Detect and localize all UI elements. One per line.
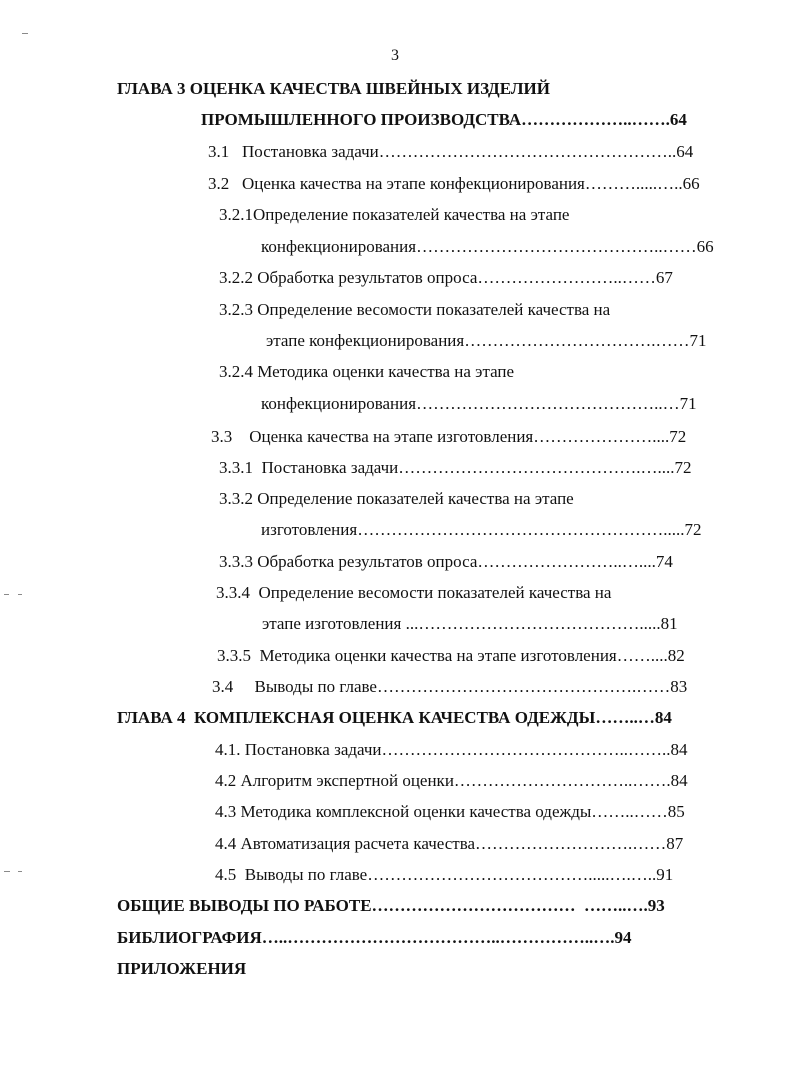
toc-entry-3-2-3: 3.2.3 Определение весомости показателей качества на: [219, 300, 611, 319]
toc-entry-3-2-3-cont: этапе конфекционирования…………………………….……71: [266, 331, 707, 350]
toc-entry-4-5: 4.5 Выводы по главе………………………………….....….…..91: [215, 865, 674, 884]
toc-entry-3-2-4-cont: конфекционирования……………………………………..…71: [261, 394, 697, 413]
toc-entry-3-2-1: 3.2.1Определение показателей качества на этапе: [219, 205, 570, 224]
appendices-entry: ПРИЛОЖЕНИЯ: [117, 959, 247, 978]
general-conclusions-entry: ОБЩИЕ ВЫВОДЫ ПО РАБОТЕ……………………………… ……..….93: [117, 896, 665, 915]
scan-speck: [18, 594, 22, 595]
scan-speck: [4, 871, 10, 872]
scan-speck: [22, 33, 28, 34]
toc-entry-3-3-3: 3.3.3 Обработка результатов опроса……………………..…....74: [219, 552, 673, 571]
toc-entry-4-2: 4.2 Алгоритм экспертной оценки…………………………..…….84: [215, 771, 688, 790]
chapter3-title-line2: ПРОМЫШЛЕННОГО ПРОИЗВОДСТВА………………..…….64: [201, 110, 687, 129]
toc-entry-3-2-2: 3.2.2 Обработка результатов опроса……………………..……67: [219, 268, 673, 287]
toc-entry-3-3-5: 3.3.5 Методика оценки качества на этапе изготовления……....82: [217, 646, 685, 665]
toc-entry-3-3-1: 3.3.1 Постановка задачи…………………………………….…....72: [219, 458, 692, 477]
page-number: 3: [391, 47, 399, 64]
toc-entry-3-2-1-cont: конфекционирования……………………………………..……66: [261, 237, 714, 256]
toc-entry-3-2: 3.2 Оценка качества на этапе конфекционирования……….....…..66: [208, 174, 700, 193]
toc-entry-4-1: 4.1. Постановка задачи……………………………………..……..84: [215, 740, 688, 759]
toc-entry-3-3-2-cont: изготовления……………………………………………….....72: [261, 520, 702, 539]
bibliography-entry: БИБЛИОГРАФИЯ…..………………………………..……………..….94: [117, 928, 632, 947]
toc-entry-3-1: 3.1 Постановка задачи……………………………………………..64: [208, 142, 694, 161]
chapter3-title-line1: ГЛАВА 3 ОЦЕНКА КАЧЕСТВА ШВЕЙНЫХ ИЗДЕЛИЙ: [117, 79, 550, 98]
toc-entry-3-3-4-cont: этапе изготовления ...………………………………….....81: [262, 614, 678, 633]
toc-entry-3-3: 3.3 Оценка качества на этапе изготовления…………………....72: [211, 427, 687, 446]
toc-entry-3-4: 3.4 Выводы по главе……………………………………….……83: [212, 677, 688, 696]
toc-entry-3-3-4: 3.3.4 Определение весомости показателей качества на: [216, 583, 612, 602]
toc-entry-3-2-4: 3.2.4 Методика оценки качества на этапе: [219, 362, 515, 381]
toc-entry-4-3: 4.3 Методика комплексной оценки качества одежды……..……85: [215, 802, 685, 821]
toc-entry-4-4: 4.4 Автоматизация расчета качества……………………….……87: [215, 834, 684, 853]
scan-speck: [18, 871, 22, 872]
scan-speck: [4, 594, 9, 595]
toc-entry-3-3-2: 3.3.2 Определение показателей качества на этапе: [219, 489, 574, 508]
chapter4-title: ГЛАВА 4 КОМПЛЕКСНАЯ ОЦЕНКА КАЧЕСТВА ОДЕЖДЫ……..…84: [117, 708, 672, 727]
